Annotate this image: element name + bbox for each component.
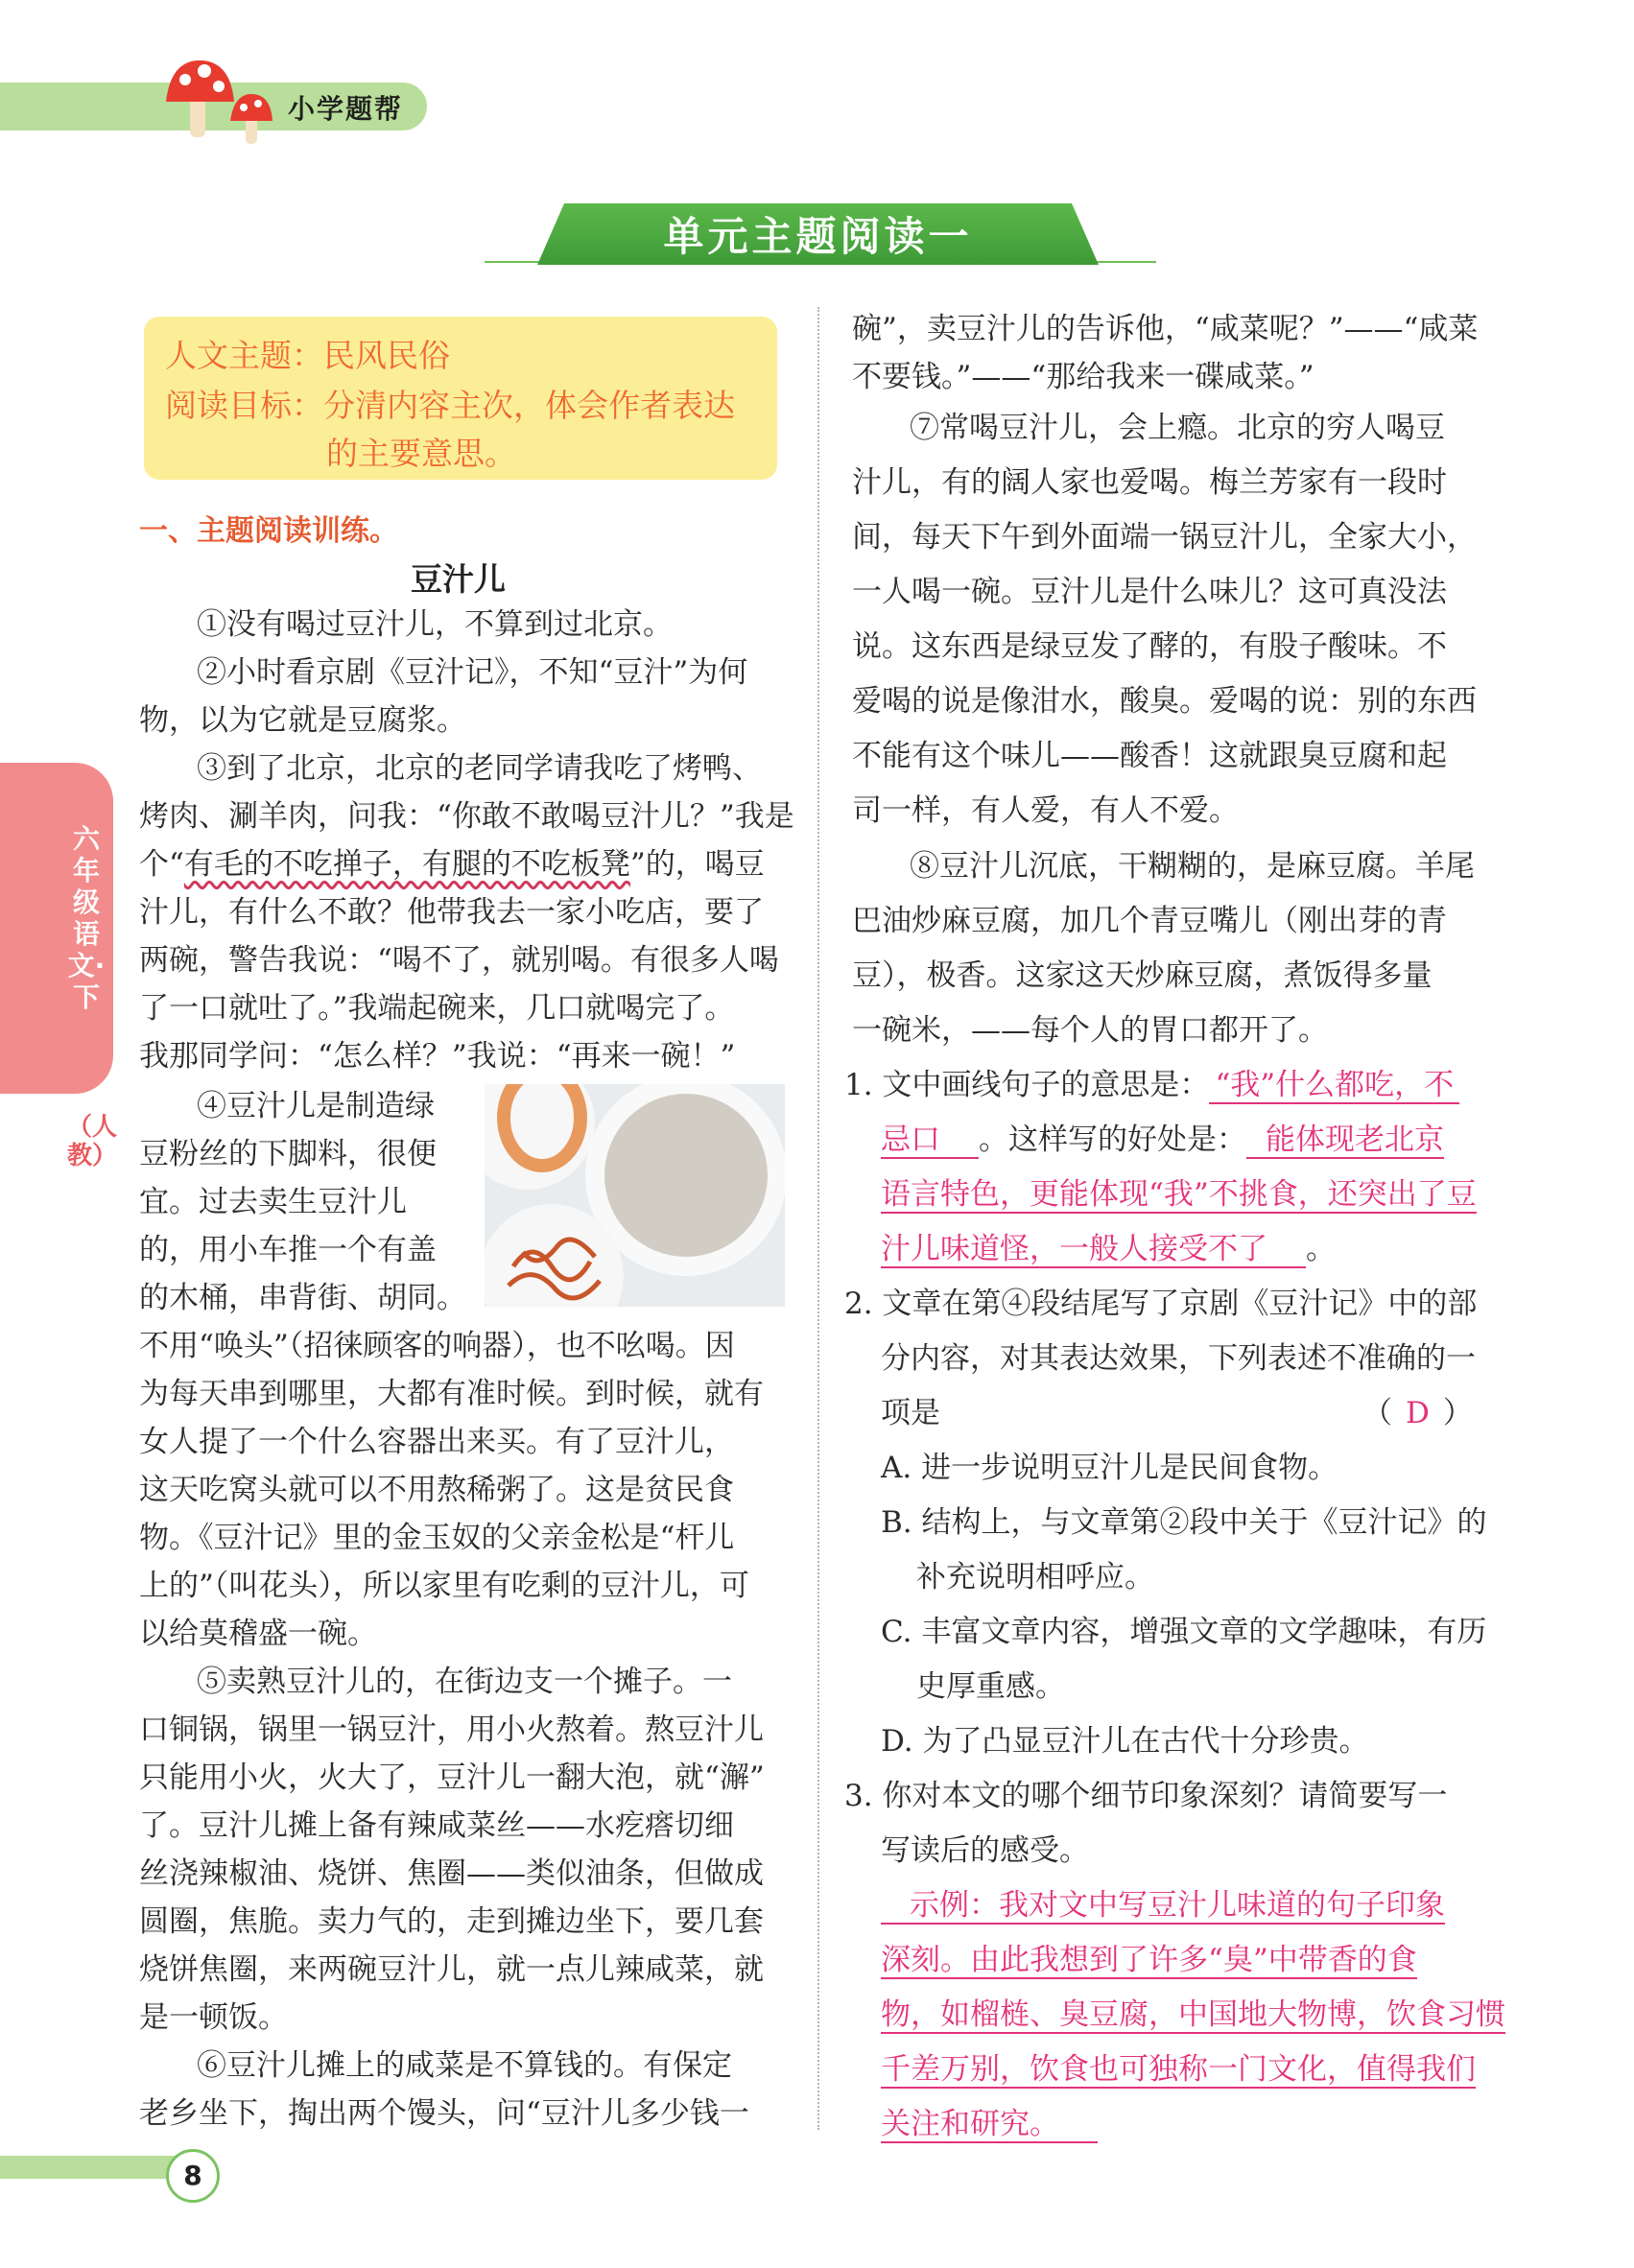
answer-text: 物，如榴梿、臭豆腐，中国地大物博，饮食习惯 [881,1997,1505,2032]
option-d: D. 为了凸显豆汁儿在古代十分珍贵。 [881,1724,1369,1759]
answer-line [881,1935,1417,1978]
answer-blank: 语言特色，更能体现“我”不挑食，还突出了豆 [881,1177,1477,1212]
text-line: ①没有喝过豆汁儿，不算到过北京。 [197,607,673,642]
question-1-prefix: 1. 文中画线句子的意思是： [844,1068,1210,1102]
text-line: 了。豆汁儿摊上备有辣咸菜丝——水疙瘩切细 [139,1808,734,1843]
question-1-line [881,1169,1477,1213]
option-a: A. 进一步说明豆汁儿是民间食物。 [881,1451,1338,1485]
footer-bar [0,2156,178,2179]
underlined-sentence: 有毛的不吃掸子，有腿的不吃板凳 [183,847,630,882]
text-line: 是一顿饭。 [139,2000,288,2035]
text-line: 两碗，警告我说：“喝不了，就别喝。有很多人喝 [139,943,779,978]
text-line: 不要钱。”——“那给我来一碟咸菜。” [852,360,1314,394]
answer-text: 关注和研究。 [881,2107,1098,2143]
answer-blank: 汁儿味道怪，一般人接受不了 [881,1232,1306,1268]
text-line: 口铜锅，锅里一锅豆汁，用小火熬着。熬豆汁儿 [139,1713,764,1747]
text-line: 碗”，卖豆汁儿的告诉他，“咸菜呢？”——“咸菜 [852,312,1479,346]
mushroom-icon [161,56,286,152]
option-c-cont: 史厚重感。 [916,1669,1065,1704]
question-3-line: 写读后的感受。 [881,1833,1089,1868]
text-line: 这天吃窝头就可以不用熬稀粥了。这是贫民食 [139,1473,734,1507]
text-line: 我那同学问：“怎么样？”我说：“再来一碗！” [139,1039,736,1074]
question-3-line: 3. 你对本文的哪个细节印象深刻？请简要写一 [844,1779,1448,1813]
answer-text: 千差万别，饮食也可独称一门文化，值得我们 [881,2052,1476,2087]
text-line: 女人提了一个什么容器出来买。有了豆汁儿， [139,1425,734,1459]
answer-line [881,2044,1476,2088]
option-c: C. 丰富文章内容，增强文章的文学趣味，有历 [881,1615,1487,1649]
text-line: 豆），极香。这家这天炒麻豆腐，煮饭得多量 [852,958,1433,993]
text-line: 汁儿，有什么不敢？他带我去一家小吃店，要了 [139,895,764,930]
answer-text: 深刻。由此我想到了许多“臭”中带香的食 [881,1943,1417,1977]
text-line: 宜。过去卖生豆汁儿 [139,1185,407,1219]
text-line: 豆粉丝的下脚料，很便 [139,1137,437,1171]
text-line: ⑥豆汁儿摊上的咸菜是不算钱的。有保定 [197,2048,732,2083]
text-line: 以给莫稽盛一碗。 [139,1617,377,1651]
question-1-line [881,1115,1444,1158]
text-line: ⑦常喝豆汁儿，会上瘾。北京的穷人喝豆 [910,411,1445,445]
question-1-line [881,1224,1336,1267]
question-2-line: 2. 文章在第④段结尾写了京剧《豆汁记》中的部 [844,1287,1478,1321]
answer-line [881,2099,1098,2142]
goal-line-2: 的主要意思。 [326,435,516,472]
answer-blank: 忌口 [881,1122,979,1159]
text-line: 烤肉、涮羊肉，问我：“你敢不敢喝豆汁儿？”我是 [139,799,794,834]
text-line: 一碗米，——每个人的胃口都开了。 [852,1013,1328,1048]
side-tab-grade: 六年级语文·下 [67,823,106,1013]
text-line: 物，以为它就是豆腐浆。 [139,703,466,738]
answer-text: 示例：我对文中写豆汁儿味道的句子印象 [881,1888,1445,1925]
text-line: ⑤卖熟豆汁儿的，在街边支一个摊子。一 [197,1665,732,1699]
text-line: ②小时看京剧《豆汁记》，不知“豆汁”为何 [197,655,748,690]
page-number: 8 [166,2149,220,2203]
paren-open: （ [1362,1396,1392,1430]
question-1-mid: 。这样写的好处是： [979,1122,1246,1157]
text-line: 烧饼焦圈，来两碗豆汁儿，就一点儿辣咸菜，就 [139,1952,764,1987]
text-line: 巴油炒麻豆腐，加几个青豆嘴儿（刚出芽的青 [852,904,1447,938]
theme-label: 人文主题： [165,337,323,374]
question-1-end: 。 [1306,1232,1336,1266]
goal-line-1: 分清内容主次，体会作者表达 [323,387,735,424]
question-2-line: 分内容，对其表达效果，下列表述不准确的一 [881,1341,1476,1376]
goal-label: 阅读目标： [165,387,323,424]
text-line: ⑧豆汁儿沉底，干糊糊的，是麻豆腐。羊尾 [910,849,1475,884]
text-line: 了一口就吐了。”我端起碗来，几口就喝完了。 [139,991,735,1026]
theme-row [165,331,450,376]
text-line: 的，用小车推一个有盖 [139,1233,437,1267]
side-tab-edition: （人教） [67,1113,118,1170]
theme-value: 民风民俗 [323,337,450,374]
douzhi-photo [485,1084,785,1307]
text-line: 物。《豆汁记》里的金玉奴的父亲金松是“杆儿 [139,1521,735,1555]
option-b-cont: 补充说明相呼应。 [916,1560,1154,1595]
question-2-line: 项是 [881,1396,940,1430]
text-line: 一人喝一碗。豆汁儿是什么味儿？这可真没法 [852,575,1447,609]
text-line: 不能有这个味儿——酸香！这就跟臭豆腐和起 [852,739,1447,773]
text-line: 不用“唤头”（招徕顾客的响器），也不吆喝。因 [139,1329,735,1363]
text-line: 司一样，有人爱，有人不爱。 [852,793,1239,828]
text-line: 为每天串到哪里，大都有准时候。到时候，就有 [139,1377,764,1411]
text-line: 只能用小火，火大了，豆汁儿一翻大泡，就“澥” [139,1760,765,1795]
goal-row [165,381,735,426]
option-b: B. 结构上，与文章第②段中关于《豆汁记》的 [881,1505,1487,1540]
text-line [139,839,765,883]
answer-choice: D [1406,1396,1430,1430]
page-title: 单元主题阅读一 [663,213,973,260]
answer-paren [1362,1388,1473,1431]
answer-line [881,1990,1505,2033]
header-label: 小学题帮 [288,93,404,125]
text-line: 爱喝的说是像泔水，酸臭。爱喝的说：别的东西 [852,684,1477,719]
answer-blank: 能体现老北京 [1246,1122,1444,1159]
text-line: 上的”（叫花头），所以家里有吃剩的豆汁儿，可 [139,1569,749,1603]
text-line: 间，每天下午到外面端一锅豆汁儿，全家大小， [852,520,1477,555]
text-line: ③到了北京，北京的老同学请我吃了烤鸭、 [197,751,762,786]
section-heading: 一、主题阅读训练。 [139,514,398,548]
answer-blank: “我”什么都吃，不 [1209,1068,1459,1104]
article-title: 豆汁儿 [411,560,506,598]
text-line: 丝浇辣椒油、烧饼、焦圈——类似油条，但做成 [139,1856,764,1891]
paren-close: ） [1442,1396,1473,1430]
question-1-line [844,1060,1459,1103]
text-line: 的木桶，串背街、胡同。 [139,1281,466,1315]
text-fragment: ”的，喝豆 [629,847,765,882]
text-line: 说。这东西是绿豆发了酵的，有股子酸味。不 [852,629,1447,664]
column-divider [817,307,820,2130]
text-fragment: 个“ [139,847,184,882]
text-line: 圆圈，焦脆。卖力气的，走到摊边坐下，要几套 [139,1904,764,1939]
text-line: 汁儿，有的阔人家也爱喝。梅兰芳家有一段时 [852,465,1447,500]
text-line: ④豆汁儿是制造绿 [197,1089,435,1123]
text-line: 老乡坐下，掏出两个馒头，问“豆汁儿多少钱一 [139,2096,749,2131]
answer-line [881,1880,1445,1924]
